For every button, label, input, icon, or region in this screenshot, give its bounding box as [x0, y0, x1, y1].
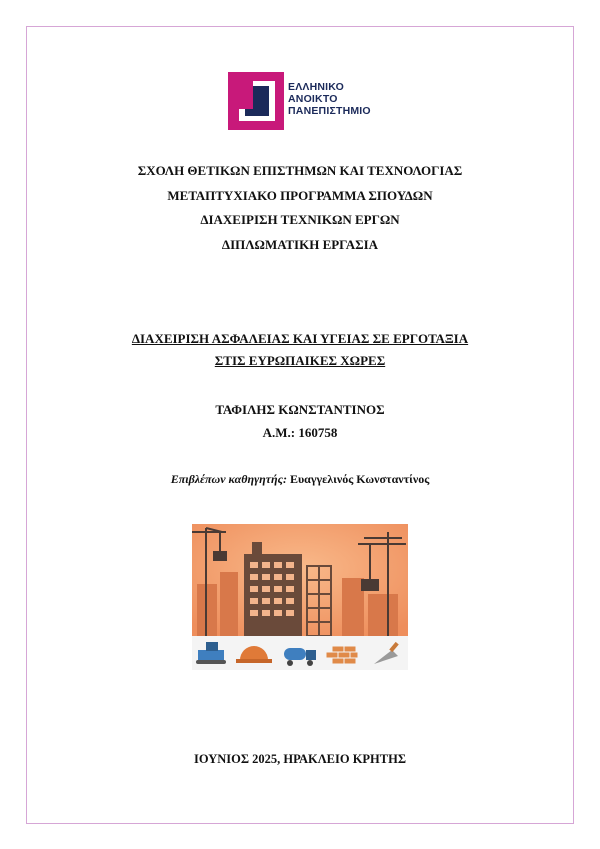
logo-line-3: ΠΑΝΕΠΙΣΤΗΜΙΟ [288, 105, 371, 117]
logo-wordmark [288, 81, 371, 117]
author-name: ΤΑΦΙΛΗΣ ΚΩΝΣΤΑΝΤΙΝΟΣ [215, 402, 385, 417]
building-icon [244, 542, 302, 636]
date-location: ΙΟΥΝΙΟΣ 2025, ΗΡΑΚΛΕΙΟ ΚΡΗΤΗΣ [193, 752, 407, 766]
thesis-title [26, 328, 574, 372]
field-name: ΔΙΑΧΕΙΡΙΣΗ ΤΕΧΝΙΚΩΝ ΕΡΓΩΝ [200, 212, 400, 227]
program-name: ΜΕΤΑΠΤΥΧΙΑΚΟ ΠΡΟΓΡΑΜΜΑ ΣΠΟΥΔΩΝ [167, 187, 433, 203]
construction-illustration [192, 524, 408, 670]
eap-logo-icon [228, 72, 284, 130]
document-type: ΔΙΠΛΩΜΑΤΙΚΗ ΕΡΓΑΣΙΑ [221, 236, 379, 252]
supervisor-line [26, 470, 574, 488]
supervisor-label: Επιβλέπων καθηγητής: [170, 472, 287, 486]
thesis-title-line-2: ΣΤΙΣ ΕΥΡΩΠΑΙΚΕΣ ΧΩΡΕΣ [214, 353, 386, 368]
logo-line-2: ΑΝΟΙΚΤΟ [288, 93, 338, 105]
student-id: Α.Μ.: 160758 [262, 425, 338, 440]
supervisor-name: Ευαγγελινός Κωνσταντίνος [289, 472, 430, 486]
university-logo [228, 72, 378, 132]
school-name: ΣΧΟΛΗ ΘΕΤΙΚΩΝ ΕΠΙΣΤΗΜΩΝ ΚΑΙ ΤΕΧΝΟΛΟΓΙΑΣ [137, 163, 463, 178]
logo-line-1: ΕΛΛΗΝΙΚΟ [288, 81, 344, 93]
author-block [26, 398, 574, 444]
institution-heading [26, 159, 574, 257]
thesis-title-line-1: ΔΙΑΧΕΙΡΙΣΗ ΑΣΦΑΛΕΙΑΣ ΚΑΙ ΥΓΕΙΑΣ ΣΕ ΕΡΓΟΤΑΞΙΑ [131, 331, 469, 346]
